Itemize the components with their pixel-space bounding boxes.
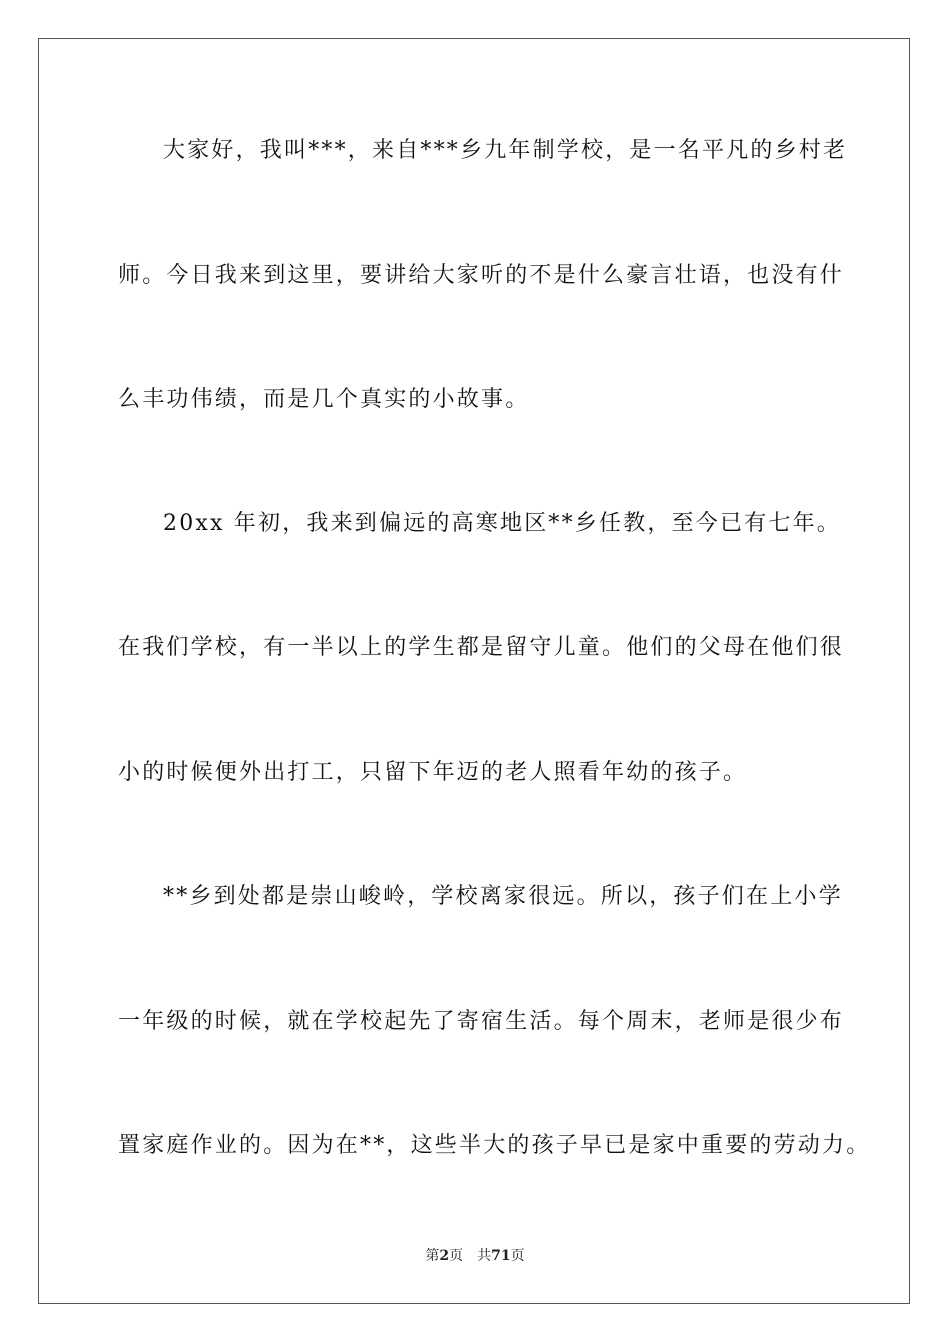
- paragraph-3-line-1: **乡到处都是崇山峻岭，学校离家很远。所以，孩子们在上小学: [163, 884, 843, 909]
- page-border: [38, 38, 910, 1304]
- total-pages: 71: [491, 1248, 511, 1264]
- paragraph-2-line-3: 小的时候便外出打工，只留下年迈的老人照看年幼的孩子。: [118, 760, 748, 785]
- page-footer: [0, 1246, 950, 1266]
- total-prefix: 共: [477, 1248, 492, 1264]
- page-prefix: 第: [425, 1248, 440, 1264]
- page-suffix: 页: [449, 1248, 464, 1264]
- page-number: 2: [439, 1248, 450, 1264]
- paragraph-3-line-3: 置家庭作业的。因为在**，这些半大的孩子早已是家中重要的劳动力。: [118, 1133, 871, 1158]
- paragraph-1-line-2: 师。今日我来到这里，要讲给大家听的不是什么豪言壮语，也没有什: [118, 263, 845, 288]
- total-suffix: 页: [510, 1248, 525, 1264]
- paragraph-2-line-2: 在我们学校，有一半以上的学生都是留守儿童。他们的父母在他们很: [118, 635, 845, 660]
- paragraph-1-line-3: 么丰功伟绩，而是几个真实的小故事。: [118, 387, 530, 412]
- paragraph-1-line-1: 大家好，我叫***，来自***乡九年制学校，是一名平凡的乡村老: [163, 138, 848, 163]
- paragraph-2-line-1: 20xx 年初，我来到偏远的高寒地区**乡任教，至今已有七年。: [163, 511, 842, 536]
- paragraph-3-line-2: 一年级的时候，就在学校起先了寄宿生活。每个周末，老师是很少布: [118, 1009, 845, 1034]
